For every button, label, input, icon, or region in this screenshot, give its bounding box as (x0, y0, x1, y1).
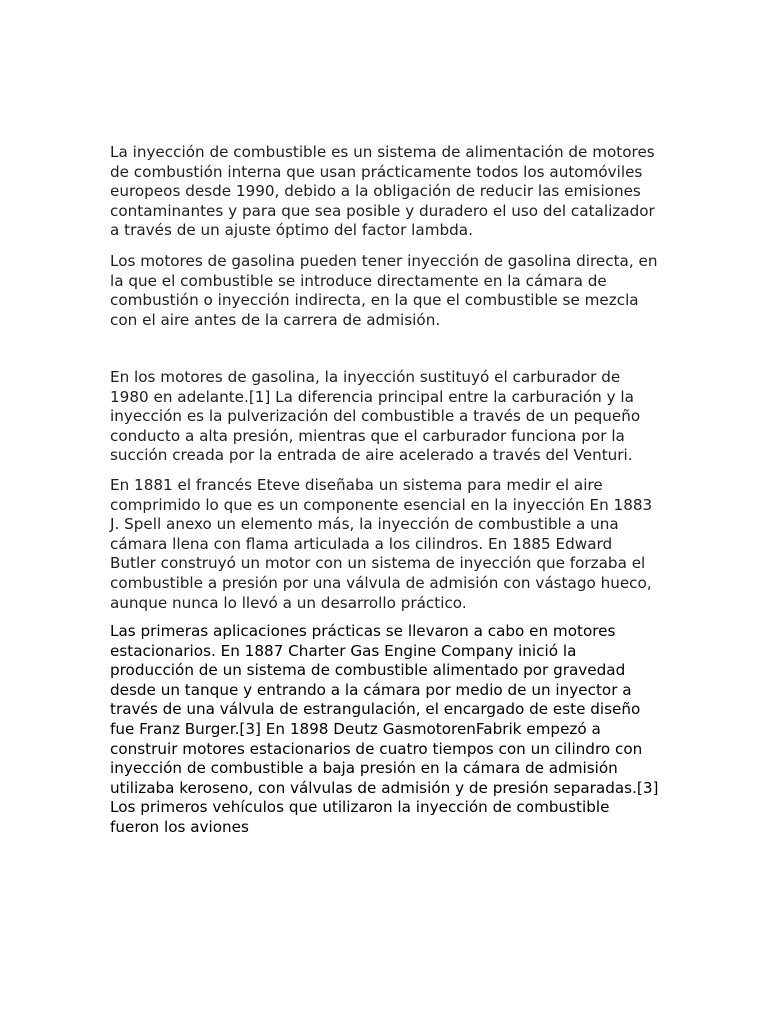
paragraph-gasoline-injection-types: Los motores de gasolina pueden tener inyección de gasolina directa, en la que el combustible se introduce directamente en la cámara de combustión o inyección indirecta, en la que el combustible se mezcla con el aire antes de la carrera de admisión. (110, 252, 658, 329)
paragraph-history-1881: En 1881 el francés Eteve diseñaba un sistema para medir el aire comprimido lo que es un componente esencial en la inyección En 1883 J. Spell anexo un elemento más, la inyección de combustible a una cámara llena con flama articulada a los cilindros. En 1885 Edward Butler construyó un motor con un sistema de inyección que forzaba el combustible a presión por una válvula de admisión con vástago hueco, aunque nunca lo llevó a un desarrollo práctico. (110, 476, 653, 612)
paragraph-carburetor-replacement: En los motores de gasolina, la inyección sustituyó el carburador de 1980 en adelante.[1] La diferencia principal entre la carburación y la inyección es la pulverización del combustible a través de un pequeño conducto a alta presión, mientras que el carburador funciona por la succión creada por la entrada de aire acelerado a través del Venturi. (110, 368, 641, 465)
paragraph-first-applications: Las primeras aplicaciones prácticas se llevaron a cabo en motores estacionarios. En 1887 Charter Gas Engine Company inició la producción de un sistema de combustible alimentado por gravedad desde un tanque y entrando a la cámara por medio de un inyector a través de una válvula de estrangulación, el encargado de este diseño fue Franz Burger.[3] En 1898 Deutz GasmotorenFabrik empezó a construir motores estacionarios de cuatro tiempos con un cilindro con inyección de combustible a baja presión en la cámara de admisión utilizaba keroseno, con válvulas de admisión y de presión separadas.[3] Los primeros vehículos que utilizaron la inyección de combustible fueron los aviones (110, 622, 659, 836)
document-page (110, 143, 662, 836)
paragraph-intro: La inyección de combustible es un sistema de alimentación de motores de combustión interna que usan prácticamente todos los automóviles europeos desde 1990, debido a la obligación de reducir las emisiones contaminantes y para que sea posible y duradero el uso del catalizador a través de un ajuste óptimo del factor lambda. (110, 143, 655, 240)
